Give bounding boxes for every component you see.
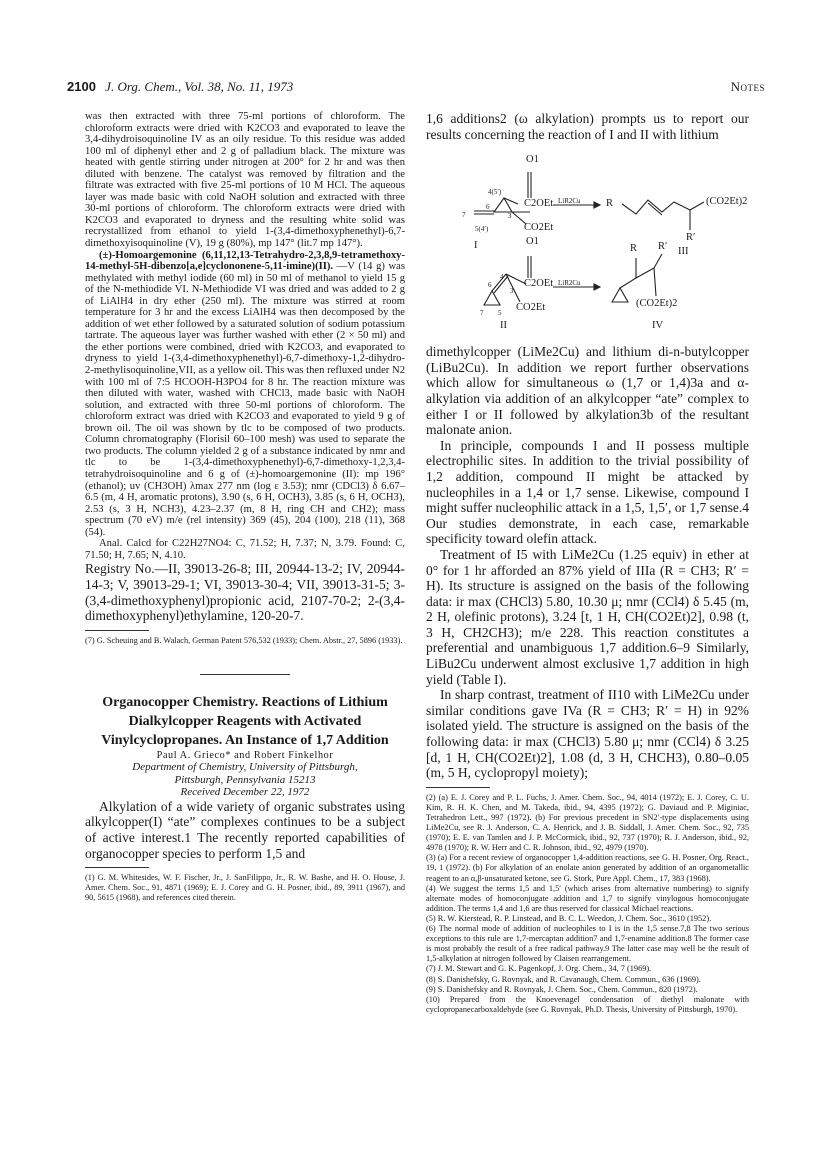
label-c4-II: 4: [500, 273, 504, 282]
label-co2et-I: CO2Et: [524, 222, 554, 234]
label-c3: 3: [508, 212, 512, 221]
label-ester-I: C2OEt: [524, 198, 554, 210]
section-name: Notes: [730, 79, 765, 94]
footnotes-right: [426, 793, 749, 1015]
affiliation: [85, 761, 405, 787]
right-paragraph-1: dimethylcopper (LiMe2Cu) and lithium di-n-butylcopper (LiBu2Cu). In addition we report further observations which allow for simultaneous ω (1,7 or 1,4)3a and α-alkylation via addition of an alkylcopper “ate” complex to either I or II followed by alkylation3b of the resultant malonate anion.: [426, 344, 749, 438]
footnote-9: (9) S. Danishefsky and R. Rovnyak, J. Chem. Soc., Chem. Commun., 820 (1972).: [426, 984, 698, 994]
label-c5-II: 5: [498, 309, 502, 318]
footnote-1: (1) G. M. Whitesides, W. F. Fischer, Jr., J. SanFilippo, Jr., R. W. Bashe, and H. O. House, J. Amer. Chem. Soc., 91, 4871 (1969); E. J. Corey and G. H. Posner, ibid., 89, 3911 (1967), and 90, 5615 (1968), and references cited therein.: [85, 873, 405, 903]
footnote-8: (8) S. Danishefsky, G. Rovnyak, and R. Cavanaugh, Chem. Commun., 636 (1969).: [426, 974, 701, 984]
label-compound-I: I: [474, 240, 478, 252]
article-title: Organocopper Chemistry. Reactions of Lithium Dialkylcopper Reagents with Activated Vinylcyclopropanes. An Instance of 1,7 Addition: [101, 694, 389, 748]
footnote-7b: (7) J. M. Stewart and G. K. Pagenkopf, J. Org. Chem., 34, 7 (1969).: [426, 964, 652, 974]
reagent-2: LiR2Cu: [558, 279, 581, 288]
label-c7: 7: [462, 211, 466, 220]
journal-citation: J. Org. Chem., Vol. 38, No. 11, 1973: [105, 79, 294, 94]
left-paragraph-2: [85, 250, 405, 539]
affiliation-line-2: Pittsburgh, Pennsylvania 15213: [174, 774, 316, 787]
right-paragraph-3: Treatment of I5 with LiMe2Cu (1.25 equiv) in ether at 0° for 1 hr afforded an 87% yield of IIIa (R = CH3; R′ = H). Its structure is assigned on the basis of the following data: ir max (CHCl3) 5.80, 10.30 μ; nmr (CCl4) δ 5.45 (m, 2 H, olefinic protons), 3.24 [t, 1 H, CH(CO2Et)2], 0.98 (t, 3 H, CH2CH3); m/e 228. This reaction constitutes a preferential and unambiguous 1,7 addition.6–9 Similarly, LiBu2Cu underwent almost exclusive 1,7 addition in high yield (Table I).: [426, 546, 749, 687]
footnote-2: (2) (a) E. J. Corey and P. L. Fuchs, J. Amer. Chem. Soc., 94, 4014 (1972); E. J. Corey, C. U. Kim, R. H. K. Chen, and M. Takeda, ibid., 94, 4395 (1972); G. Daviaud and P. Miginiac, Tetrahedron Lett., 997 (1972). (b) For previous precedent in SN2′-type displacements using LiMe2Cu, see R. J. Anderson, C. A. Henrick, and J. B. Siddall, J. Amer. Chem. Soc., 92, 735 (1970); E. E. van Tamlen and J. P. McCormick, ibid., 92, 737 (1970); R. J. Anderson, ibid., 92, 4978 (1970); R. W. Herr and C. R. Johnson, ibid., 92, 4979 (1970).: [426, 792, 749, 853]
right-paragraph-2: In principle, compounds I and II possess multiple electrophilic sites. In addition to the trivial possibility of 1,2 addition, compound II might be attacked by nucleophiles in a 1,4 or 1,7 sense. Likewise, compound I might suffer nucleophilic attack in a 1,5, 1,5′, or 1,7 sense.4 Our studies demonstrate, in each case, remarkable specificity toward olefin attack.: [426, 437, 749, 547]
label-Rp-IV: R′: [658, 241, 668, 253]
footnote-4: (4) We suggest the terms 1,5 and 1,5′ (which arises from alternative numbering) to signify alternate modes of homoconjugate addition and 1,7 to signify vinylogous homoconjugate addition. The terms 1,4 and 1,6 are thus reserved for classical Michael reactions.: [426, 883, 749, 913]
footnote-rule-2: [85, 867, 149, 868]
affiliation-line-1: Department of Chemistry, University of Pittsburgh,: [132, 761, 358, 774]
label-c3-II: 3: [510, 287, 514, 296]
footnote-rule-3: [426, 787, 490, 788]
label-ester-II: C2OEt: [524, 278, 554, 290]
label-co2et2-III: (CO2Et)2: [706, 196, 748, 208]
right-column: [426, 111, 749, 1015]
label-co2et-II: CO2Et: [516, 302, 546, 314]
intro-paragraph: Alkylation of a wide variety of organic substrates using alkylcopper(I) “ate” complexes continues to be a subject of active interest.1 The recently reported capabilities of organocopper species to perform 1,5 and: [85, 798, 405, 861]
label-co2et2-IV: (CO2Et)2: [636, 298, 678, 310]
reaction-scheme: [426, 146, 749, 336]
label-c5: 5(4′): [475, 225, 489, 234]
right-paragraph-4: In sharp contrast, treatment of II10 with LiMe2Cu under similar conditions gave IVa (R = CH3; R′ = H) in 92% isolated yield. The structure is assigned on the basis of the following data: ir max (CHCl3) 5.80 μ; nmr (CCl4) δ 3.25 [d, 1 H, CH(CO2Et)2], 1.08 (d, 3 H, CHCH3), 0.80–0.05 (m, 5 H, cyclopropyl moiety);: [426, 687, 749, 781]
footnote-10: (10) Prepared from the Knoevenagel condensation of diethyl malonate with cyclopropanecarboxaldehyde (see G. Rovnyak, Ph.D. Thesis, University of Pittsburgh, 1970).: [426, 994, 749, 1014]
footnote-rule: [85, 630, 149, 631]
article-authors: Paul A. Grieco* and Robert Finkelhor: [156, 749, 334, 761]
footnote-7: (7) G. Scheuing and B. Walach, German Patent 576,532 (1933); Chem. Abstr., 27, 5896 (1933).: [85, 635, 403, 645]
label-compound-IV: IV: [652, 320, 664, 332]
label-oxygen-1: O1: [526, 154, 539, 166]
label-c7-II: 7: [480, 309, 484, 318]
footnote-5: (5) R. W. Kierstead, R. P. Linstead, and B. C. L. Weedon, J. Chem. Soc., 3610 (1952).: [426, 913, 712, 923]
intro-continued: 1,6 additions2 (ω alkylation) prompts us to report our results concerning the reaction of I and II with lithium: [426, 111, 749, 142]
label-oxygen-2: O1: [526, 236, 539, 248]
label-compound-II: II: [500, 320, 507, 332]
homoargemonine-text: —V (14 g) was methylated with methyl iodide (60 ml) in 50 ml of methanol to yield 15 g of the N-methiodide VI. N-Methiodide VI was dried and was added to 2 g of LiAlH4 in dry ether (250 ml). The mixture was stirred at room temperature for 3 hr and the excess LiAlH4 was then decomposed by the addition of wet ether followed by a saturated solution of sodium potassium tartrate. The aqueous layer was further washed with ether (2 × 50 ml) and the ether portions were combined, dried with K2CO3, and evaporated to dryness to yield 1-(3,4-dimethoxyphenethyl)-6,7-dimethoxy-1,2-dihydro-2-methylisoquinoline,VII, as a yellow oil. This was then refluxed under N2 with 100 ml of 7:5 HCOOH-H3PO4 for 8 hr. The reaction mixture was then diluted with water, washed with CHCl3, made basic with NaOH solution, and extracted with three 50-ml portions of chloroform. The chloroform extract was dried with K2CO3 and evaporated to yield 9 g of brown oil. The oil was shown by tlc to be composed of two products. Column chromatography (Florisil 60–100 mesh) was used to separate the two products. The column yielded 2 g of a substance indicated by nmr and tlc to be 1-(3,4-dimethoxyphenethyl)-6,7-dimethoxy-1,2,3,4-tetrahydroisoquinoline and 6 g of (±)-homoargemonine (II): mp 196° (ethanol); uv (CH3OH) λmax 277 nm (log ε 3.53); nmr (CDCl3) δ 6.67–6.5 (m, 4 H, aromatic protons), 3.90 (s, 6 H, OCH3), 3.85 (s, 6 H, OCH3), 2.53 (s, 3 H, NCH3), 4.23–2.37 (m, 8 H, ring CH and CH2); mass spectrum (70 eV) m/e (rel intensity) 369 (45), 204 (100), 218 (11), 368 (54).: [85, 261, 405, 538]
label-c6-II: 6: [488, 281, 492, 290]
analysis-paragraph: Anal. Calcd for C22H27NO4: C, 71.52; H, 7.37; N, 3.79. Found: C, 71.50; H, 7.65; N, 4.10.: [85, 538, 405, 561]
reagent-1: LiR2Cu: [558, 197, 581, 206]
label-R-III: R: [606, 198, 614, 210]
label-c4: 4(5′): [488, 188, 502, 197]
label-c6: 6: [486, 203, 490, 212]
left-column: [85, 111, 405, 904]
footnote-3: (3) (a) For a recent review of organocopper 1,4-addition reactions, see G. H. Posner, Org. React., 19, 1 (1972). (b) For alkylation of an enolate anion generated by addition of an organometallic reagent to an α,β-unsaturated ketone, see G. Stork, Pure Appl. Chem., 17, 383 (1968).: [426, 853, 749, 883]
header-left: [67, 79, 293, 95]
label-R-IV: R: [630, 243, 638, 255]
page-number: 2100: [67, 79, 96, 94]
homoargemonine-heading: (±)-Homoargemonine (6,11,12,13-Tetrahydro-2,3,8,9-tetramethoxy-14-methyl-5H-dibenzo[a,e]cyclononene-5,11-imine)(II).: [85, 249, 405, 273]
received-date: Received December 22, 1972: [180, 786, 310, 799]
left-paragraph-1: was then extracted with three 75-ml portions of chloroform. The chloroform extracts were dried with K2CO3 and evaporated to leave the 3,4-dihydroisoquinoline IV as an oily residue. To this residue was added 100 ml of diphenyl ether and 2 g of palladium black. The mixture was heated with gentle stirring under nitrogen at 200° for 2 hr and was then diluted with benzene. The catalyst was removed by filtration and the filtrate was extracted with five 25-ml portions of 10 M HCl. The aqueous layer was made basic with cold NaOH solution and extracted with three 30-ml portions of chloroform. The chloroform extracts were dried with K2CO3 and evaporated to dryness and the resulting white solid was recrystallized from ethanol to yield 1-(3,4-dimethoxyphenethyl)-6,7-dimethoxyisoquinoline (V), 19 g (80%), mp 147° (lit.7 mp 147°).: [85, 111, 405, 250]
registry-numbers: Registry No.—II, 39013-26-8; III, 20944-13-2; IV, 20944-14-3; V, 39013-29-1; VI, 39013-30-4; VII, 39013-31-5; 3-(3,4-dimethoxyphenyl)propionic acid, 2107-70-2; 2-(3,4-dimethoxyphenyl)ethylamine, 120-20-7.: [85, 561, 405, 624]
label-Rp-III: R′: [686, 232, 696, 244]
running-header: [67, 79, 765, 95]
article-divider: [200, 674, 290, 675]
footnote-6: (6) The normal mode of addition of nucleophiles to I is in the 1,5 sense.7,8 The two serious exceptions to this rule are 1,7-mercaptan addition7 and 1,7-enamine addition.8 The former case is most probably the result of a free radical pathway.9 The latter case may well be the result of 1,5-alkylation at nitrogen followed by Claisen rearrangement.: [426, 924, 749, 964]
label-compound-III: III: [678, 246, 689, 258]
